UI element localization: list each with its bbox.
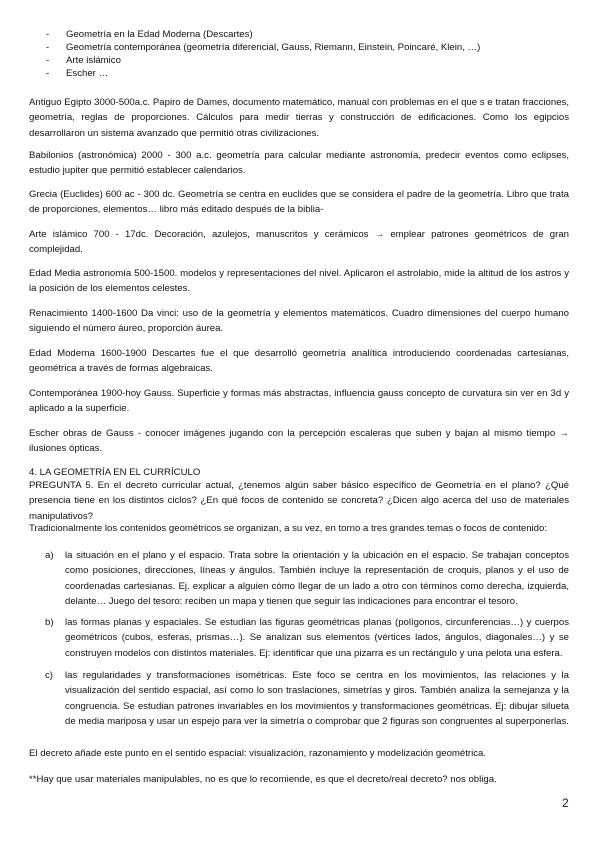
note-text: **Hay que usar materiales manipulables, no es que lo recomiende, es que el decreto/real decreto? nos obliga. — [29, 774, 497, 785]
paragraph-contemporanea: Contemporánea 1900-hoy Gauss. Superficie y formas más abstractas, influencia gauss concepto de curvatura sin ver en 3d y aplicado a la superficie. — [29, 388, 569, 415]
bullet-text: Geometría en la Edad Moderna (Descartes) — [66, 29, 253, 40]
bullet-marker: - — [46, 42, 50, 53]
list-item-label: b) — [45, 617, 54, 628]
list-item-label: a) — [45, 550, 54, 561]
bullet-marker: - — [46, 55, 50, 66]
bullet-text: Escher … — [66, 68, 109, 79]
bullet-marker: - — [46, 29, 50, 40]
section-heading: 4. LA GEOMETRÍA EN EL CURRÍCULO — [29, 467, 201, 478]
list-item-text: la situación en el plano y el espacio. Trata sobre la orientación y la ubicación en el espacio. Se trabajan conceptos como posiciones, direcciones, líneas y ángulos. También incluye la representación de croquis, planos y el uso de coordenadas cartesianas. Ej. explicar a alguien cómo llegar de un lado a otro con términos como derecha, izquierda, delante… Juego del tesoro: reciben un mapa y tienen que seguir las indicaciones para encontrar el tesoro. — [65, 550, 569, 607]
paragraph-arte-islamico: Arte islámico 700 - 17dc. Decoración, azulejos, manuscritos y cerámicos → emplear patrones geométricos de gran complejidad. — [29, 229, 569, 256]
list-item-label: c) — [45, 670, 53, 681]
page-number: 2 — [562, 796, 569, 810]
paragraph-edad-media: Edad Media astronomía 500-1500. modelos y representaciones del nivel. Aplicaron el astrolabio, mide la altitud de los astros y la posición de los elementos celestes. — [29, 268, 569, 295]
paragraph-edad-moderna: Edad Moderna 1600-1900 Descartes fue el que desarrolló geometría analítica introduciendo coordenadas cartesianas, geométrica a través de formas algebraicas. — [29, 348, 569, 375]
paragraph-escher: Escher obras de Gauss - conocer imágenes jugando con la percepción escaleras que suben y bajan al mismo tiempo → ilusiones ópticas. — [29, 428, 569, 455]
question-text: PREGUNTA 5. En el decreto curricular actual, ¿tenemos algún saber básico específico de Geometría en el plano? ¿Qué presencia tiene en los distintos ciclos? ¿En qué focos de contenido se concreta? ¿Dicen algo acerca del uso de materiales manipulativos? — [29, 480, 569, 522]
list-item-text: las formas planas y espaciales. Se estudian las figuras geométricas planas (polígonos, circunferencias…) y cuerpos geométricos (cubos, esferas, prismas…). Se analizan sus elementos (vértices lados, ángulos, diagonales…) y se construyen modelos con distintos materiales. Ej: identificar que una pizarra es un rectángulo y una pelota una esfera. — [65, 617, 569, 659]
intro-text: Tradicionalmente los contenidos geométricos se organizan, a su vez, en torno a tres grandes temas o focos de contenido: — [29, 523, 548, 534]
bullet-text: Arte islámico — [66, 55, 121, 66]
paragraph-grecia: Grecia (Euclides) 600 ac - 300 dc. Geometría se centra en euclides que se considera el padre de la geometría. Libro que trata de proporciones, elementos… libro más editado después de la biblia- — [29, 189, 569, 216]
list-item-text: las regularidades y transformaciones isométricas. Este foco se centra en los movimientos, las relaciones y la visualización del sentido espacial, así como lo son traslaciones, simetrías y giros. También analiza la semejanza y la congruencia. Se estudian patrones invariables en los movimientos y transformaciones geométricas. Ej: dibujar silueta de media mariposa y usar un espejo para ver la simetría o comprobar que 2 figuras son congruentes al superponerlas. — [65, 670, 569, 727]
paragraph-babilonios: Babilonios (astronómica) 2000 - 300 a.c. geometría para calcular mediante astronomía, predecir eventos como eclipses, estudio jupiter que permitió establecer calendarios. — [29, 150, 569, 177]
paragraph-egipto: Antiguo Egipto 3000-500a.c. Papiro de Dames, documento matemático, manual con problemas en el que s e tratan fracciones, geometría, reglas de proporciones. Cálculos para medir tierras y construcción de edificaciones. Como los egipcios desarrollaron un sistema avanzado que permitió otras civilizaciones. — [29, 97, 569, 139]
paragraph-renacimiento: Renacimiento 1400-1600 Da vinci: uso de la geometría y elementos matemáticos. Cuadro dimensiones del cuerpo humano siguiendo el número áureo, proporción áurea. — [29, 308, 569, 335]
bullet-marker: - — [46, 68, 50, 79]
decreto-text: El decreto añade este punto en el sentido espacial: visualización, razonamiento y modelización geométrica. — [29, 748, 487, 759]
bullet-text: Geometría contemporánea (geometría diferencial, Gauss, Riemann, Einstein, Poincaré, Klein, …) — [66, 42, 481, 53]
